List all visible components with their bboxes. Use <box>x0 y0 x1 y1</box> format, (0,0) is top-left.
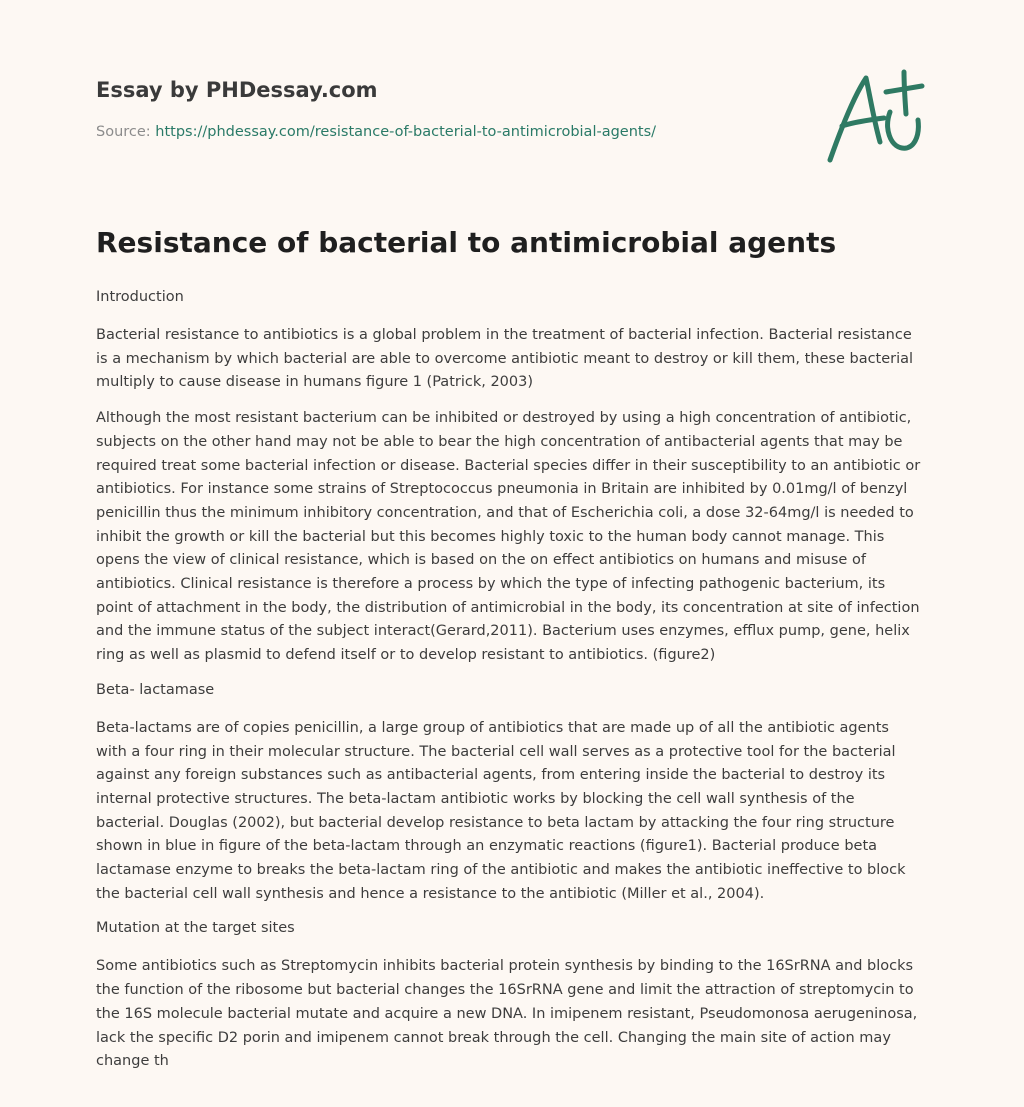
paragraph: Bacterial resistance to antibiotics is a global problem in the treatment of bacterial infection. Bacterial resistance is a mechanism by which bacterial are able to overcome antibiotic meant to destroy or kill them, these bacterial multiply to cause disease in humans figure 1 (Patrick, 2003) <box>96 327 914 391</box>
section-heading-introduction: Introduction <box>96 289 184 305</box>
source-label: Source: <box>96 124 156 140</box>
paragraph: Beta-lactams are of copies penicillin, a large group of antibiotics that are made up of all the antibiotic agents with a four ring in their molecular structure. The bacterial cell wall serves as a protective tool for the bacterial against any foreign substances such as antibacterial agents, from entering inside the bacterial to destroy its internal protective structures. The beta-lactam antibiotic works by blocking the cell wall synthesis of the bacterial. Douglas (2002), but bacterial develop resistance to beta lactam by attacking the four ring structure shown in blue in figure of the beta-lactam through an enzymatic reactions (figure1). Bacterial produce beta lactamase enzyme to breaks the beta-lactam ring of the antibiotic and makes the antibiotic ineffective to block the bacterial cell wall synthesis and hence a resistance to the antibiotic (Miller et al., 2004). <box>96 719 906 902</box>
essay-title: Resistance of bacterial to antimicrobial agents <box>96 226 837 259</box>
source-link[interactable]: https://phdessay.com/resistance-of-bacterial-to-antimicrobial-agents/ <box>155 124 657 140</box>
site-title: Essay by PHDessay.com <box>96 78 378 102</box>
section-heading-mutation: Mutation at the target sites <box>96 920 295 937</box>
paragraph: Although the most resistant bacterium can be inhibited or destroyed by using a high concentration of antibiotic, subjects on the other hand may not be able to bear the high concentration of antibacterial agents that may be required treat some bacterial infection or disease. Bacterial species differ in their susceptibility to an antibiotic or antibiotics. For instance some strains of Streptococcus pneumonia in Britain are inhibited by 0.01mg/l of benzyl penicillin thus the minimum inhibitory concentration, and that of Escherichia coli, a dose 32-64mg/l is needed to inhibit the growth or kill the bacterial but this becomes highly toxic to the human body cannot manage. This opens the view of clinical resistance, which is based on the on effect antibiotics on humans and misuse of antibiotics. Clinical resistance is therefore a process by which the type of infecting pathogenic bacterium, its point of attachment in the body, the distribution of antimicrobial in the body, its concentration at site of infection and the immune status of the subject interact(Gerard,2011). Bacterium uses enzymes, efflux pump, gene, helix ring as well as plasmid to defend itself or to develop resistant to antibiotics. (figure2) <box>96 410 921 664</box>
paragraph: Some antibiotics such as Streptomycin inhibits bacterial protein synthesis by binding to the 16SrRNA and blocks the function of the ribosome but bacterial changes the 16SrRNA gene and limit the attraction of streptomycin to the 16S molecule bacterial mutate and acquire a new DNA. In imipenem resistant, Pseudomonosa aerugeninosa, lack the specific D2 porin and imipenem cannot break through the cell. Changing the main site of action may change th <box>96 958 918 1070</box>
section-heading-beta-lactamase: Beta- lactamase <box>96 681 215 698</box>
a-plus-logo-icon <box>824 66 928 166</box>
essay-body <box>96 287 928 1086</box>
a-plus-logo-svg <box>824 66 928 166</box>
source-line <box>96 124 656 140</box>
